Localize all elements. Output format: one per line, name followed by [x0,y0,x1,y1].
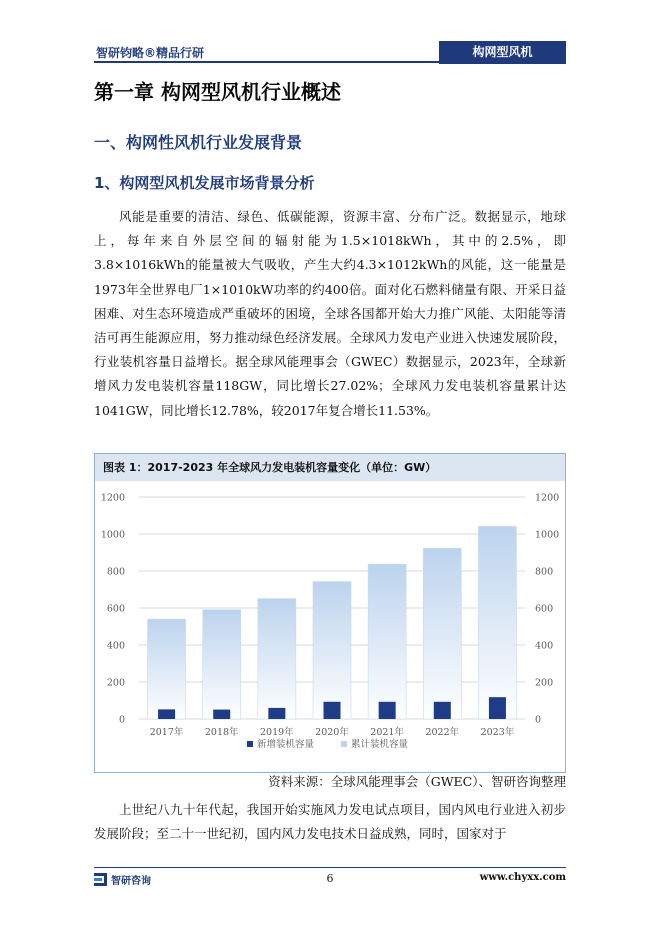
legend-swatch-new [247,741,253,747]
footer-logo-text: 智研咨询 [111,876,151,887]
new-capacity-bar [324,702,341,719]
cumulative-capacity-bar [148,619,186,719]
body-paragraph: 上世纪八九十年代起，我国开始实施风力发电试点项目，国内风电行业进入初步发展阶段；至二十一世纪初，国内风力发电技术日益成熟，同时，国家对于 [94,802,566,842]
y-right-tick-label: 1200 [535,492,560,504]
company-logo-icon [94,873,107,886]
chapter-title: 第一章 构网型风机行业概述 [94,80,341,104]
cumulative-capacity-bar [368,564,406,719]
source-note: 资料来源：全球风能理事会（GWEC）、智研咨询整理 [268,774,566,789]
page-number: 6 [326,872,334,885]
y-right-tick-label: 200 [535,677,554,689]
figure-box [94,453,566,773]
y-left-tick-label: 200 [106,677,125,689]
y-left-tick-label: 800 [106,566,125,578]
x-tick-label: 2021年 [370,727,404,738]
new-capacity-bar [158,709,175,719]
cumulative-capacity-bar [258,599,296,719]
y-right-tick-label: 400 [535,640,554,652]
y-right-tick-label: 800 [535,566,554,578]
cumulative-capacity-bar [423,548,461,719]
y-left-tick-label: 600 [106,603,125,615]
legend-label-cumulative: 累计装机容量 [351,739,409,750]
y-right-tick-label: 600 [535,603,554,615]
cumulative-capacity-bar [478,526,516,719]
new-capacity-bar [434,702,451,719]
header-brand: 智研钧略®精品行研 [96,46,205,60]
new-capacity-bar [213,710,230,719]
footer-url[interactable]: www.chyxx.com [479,872,566,883]
x-tick-label: 2019年 [260,727,294,738]
legend-label-new: 新增装机容量 [257,739,315,750]
x-tick-label: 2022年 [425,727,460,738]
x-tick-label: 2023年 [480,727,515,738]
cumulative-capacity-bar [313,582,351,719]
y-right-tick-label: 0 [535,714,542,726]
y-left-tick-label: 1000 [100,529,125,541]
y-right-tick-label: 1000 [535,529,560,541]
y-left-tick-label: 400 [106,640,125,652]
footer-divider [94,867,566,868]
new-capacity-bar [268,708,285,719]
subsection-title: 1、构网型风机发展市场背景分析 [94,174,315,192]
header-report-tag: 构网型风机 [439,41,566,64]
x-tick-label: 2017年 [149,727,184,738]
section-title: 一、构网性风机行业发展背景 [94,133,303,152]
new-capacity-bar [489,697,506,719]
header-divider [94,61,439,63]
new-capacity-bar [379,702,396,719]
y-left-tick-label: 0 [118,714,125,726]
cumulative-capacity-bar [203,610,241,719]
y-left-tick-label: 1200 [100,492,125,504]
legend-swatch-cumulative [341,741,347,747]
footer-logo [94,872,151,887]
x-tick-label: 2020年 [315,727,349,738]
chart [95,481,565,772]
x-tick-label: 2018年 [204,727,239,738]
body-paragraph: 风能是重要的清洁、绿色、低碳能源，资源丰富、分布广泛。数据显示，地球上，每年来自外层空间的辐射能为1.5×1018kWh，其中的2.5%，即3.8×1016kWh的能量被大气吸收，产生大约4.3×1012kWh的风能，这一能量是1973年全世界电厂1×1010kW功率的约400倍。面对化石燃料储量有限、开采日益困难、对生态环境造成严重破坏的困境，全球各国都开始大力推广风能、太阳能等清洁可再生能源应用，努力推动绿色经济发展。全球风力发电产业进入快速发展阶段，行业装机容量日益增长。据全球风能理事会（GWEC）数据显示，2023年，全球新增风力发电装机容量118GW，同比增长27.02%；全球风力发电装机容量累计达1041GW，同比增长12.78%，较2017年复合增长11.53%。 [94,209,566,418]
figure-title: 图表 1：2017-2023 年全球风力发电装机容量变化（单位：GW） [95,454,565,481]
